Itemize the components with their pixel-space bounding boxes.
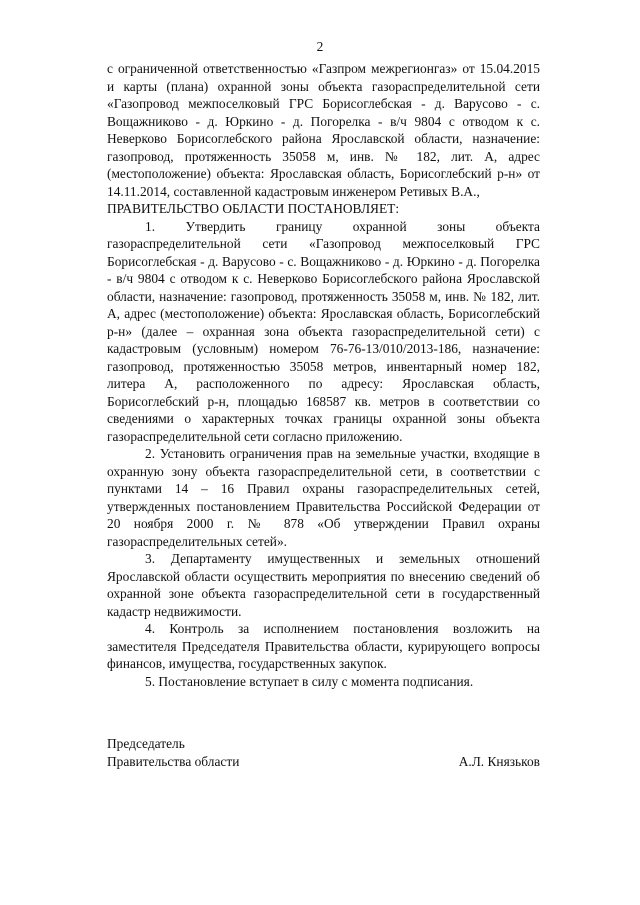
signature-block (107, 735, 540, 770)
signatory-title-line2: Правительства области (107, 753, 240, 769)
clause-4: 4. Контроль за исполнением постановления возложить на заместителя Председателя Правительства области, курирующего вопросы финансов, имущества, государственных закупок. (107, 621, 540, 671)
signatory-title-line1: Председатель (107, 736, 185, 751)
signature-row (107, 753, 540, 771)
clause-3: 3. Департаменту имущественных и земельных отношений Ярославской области осуществить мероприятия по внесению сведений об охранной зоне объекта газораспределительной сети в государственный кадастр недвижимости. (107, 551, 540, 619)
clause-1: 1. Утвердить границу охранной зоны объекта газораспределительной сети «Газопровод межпоселковый ГРС Борисоглебская - д. Варусово - с. Вощажниково - д. Юркино - д. Погорелка - в/ч 9804 с отводом к с. Неверково Борисоглебского района Ярославской области, назначение: газопровод, протяженность 35058 м, инв. № 182, лит. А, адрес (местоположение) объекта: Ярославская область, Борисоглебский р-н» (далее – охранная зона объекта газораспределительной сети) с кадастровым (условным) номером 76-76-13/010/2013-186, назначение: газопровод, протяженностью 35058 метров, инвентарный номер 182, литера А, расположенного по адресу: Ярославская область, Борисоглебский р-н, площадью 168587 кв. метров в соответствии со сведениями о характерных точках границы охранной зоны объекта газораспределительной сети согласно приложению. (107, 218, 540, 444)
clause-2: 2. Установить ограничения прав на земельные участки, входящие в охранную зону объекта газораспределительной сети, в соответствии с пунктами 14 – 16 Правил охраны газораспределительных сетей, утвержденных постановлением Правительства Российской Федерации от 20 ноября 2000 г. № 878 «Об утверждении Правил охраны газораспределительных сетей». (107, 446, 540, 549)
resolution-heading: ПРАВИТЕЛЬСТВО ОБЛАСТИ ПОСТАНОВЛЯЕТ: (107, 201, 400, 216)
intro-paragraph: с ограниченной ответственностью «Газпром межрегионгаз» от 15.04.2015 и карты (плана) охранной зоны объекта газораспределительной сети «Газопровод межпоселковый ГРС Борисоглебская - д. Варусово - с. Вощажниково - д. Юркино - д. Погорелка - в/ч 9804 с отводом к с. Неверково Борисоглебского района Ярославской области, назначение: газопровод, протяженность 35058 м, инв. № 182, лит. А, адрес (местоположение) объекта: Ярославская область, Борисоглебский р-н» от 14.11.2014, составленной кадастровым инженером Ретивых В.А., (107, 61, 540, 199)
document-body (107, 60, 540, 690)
signatory-name: А.Л. Князьков (458, 753, 540, 769)
clause-5: 5. Постановление вступает в силу с момента подписания. (145, 673, 474, 689)
page-number: 2 (316, 39, 324, 54)
